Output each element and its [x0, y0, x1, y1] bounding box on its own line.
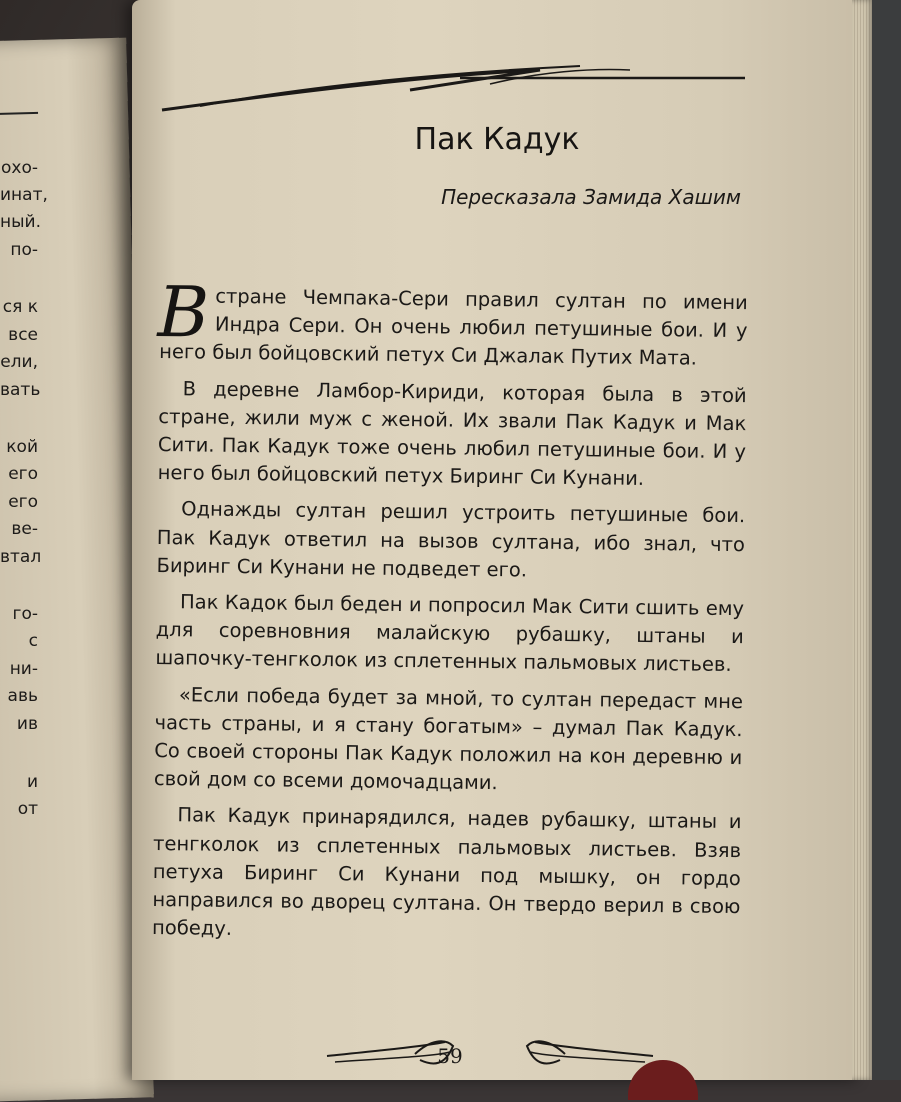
footer-ornament	[325, 1032, 655, 1076]
paragraph-2: В деревне Ламбор-Кириди, которая была в этой стране, жили муж с женой. Их звали Пак Кадук и Мак Сити. Пак Кадук тоже очень любил петушиные бои. И у него был бойцовский петух Биринг Си Кунани.	[157, 376, 747, 491]
left-page-line-fragment: и	[26, 772, 38, 792]
left-page-line-fragment: ели,	[0, 352, 38, 372]
byline: Пересказала Замида Хашим	[441, 185, 741, 209]
left-page-line-fragment: го-	[12, 604, 38, 624]
drop-cap: В	[157, 270, 210, 354]
paragraph-3: Однажды султан решил устроить петушиные бои. Пак Кадук ответил на вызов султана, ибо знал, что Биринг Си Кунани не подведет его.	[156, 497, 746, 582]
left-page-line-fragment: втал	[0, 547, 42, 567]
book-cover-edge	[872, 0, 901, 1080]
page-edges	[852, 0, 874, 1080]
left-page-line-fragment: охо-	[1, 158, 38, 178]
left-page-line-fragment: его	[8, 492, 38, 512]
left-page-line-fragment: ни-	[9, 659, 38, 679]
left-page-line-fragment: все	[8, 325, 38, 345]
left-page-line-fragment: его	[8, 464, 38, 484]
paragraph-5: «Если победа будет за мной, то султан передаст мне часть страны, и я стану богатым» – думал Пак Кадук. Со своей стороны Пак Кадук положил на кон деревню и свой дом со всеми домочадцами.	[153, 682, 744, 795]
left-page-header-rule	[0, 112, 38, 117]
paragraph-1-text: стране Чемпака-Сери правил султан по имени Индра Сери. Он очень любил петушиные бои. И у него был бойцовский петух Си Джалак Путих Мата.	[159, 284, 748, 370]
page-number: 59	[437, 1044, 463, 1068]
left-page-line-fragment: ив	[16, 714, 38, 734]
left-page-line-fragment: ся к	[2, 297, 38, 317]
left-page-line-fragment: по-	[10, 240, 38, 260]
left-page-line-fragment: вать	[0, 380, 41, 400]
left-page-line-fragment: ве-	[11, 519, 38, 539]
paragraph-4: Пак Кадок был беден и попросил Мак Сити сшить ему для соревновния малайскую рубашку, штаны и шапочку-тенгколок из сплетенных пальмовых листьев.	[155, 590, 745, 677]
paragraph-1	[157, 270, 748, 374]
story-body	[151, 270, 748, 958]
left-page-line-fragment: авь	[7, 686, 38, 706]
left-page-line-fragment: с	[28, 631, 38, 651]
left-page-line-fragment: от	[17, 799, 38, 819]
left-page-line-fragment: кой	[6, 437, 38, 457]
left-page-line-fragment: инат,	[0, 185, 48, 205]
paragraph-6: Пак Кадук принарядился, надев рубашку, штаны и тенгколок из сплетенных пальмовых листьев. Взяв петуха Биринг Си Кунани под мышку, он гордо направился во дворец султана. Он твердо верил в свою победу.	[151, 803, 742, 941]
left-page-line-fragment: ный.	[0, 212, 41, 232]
page-title: Пак Кадук	[414, 122, 580, 157]
header-ornament	[160, 62, 750, 114]
